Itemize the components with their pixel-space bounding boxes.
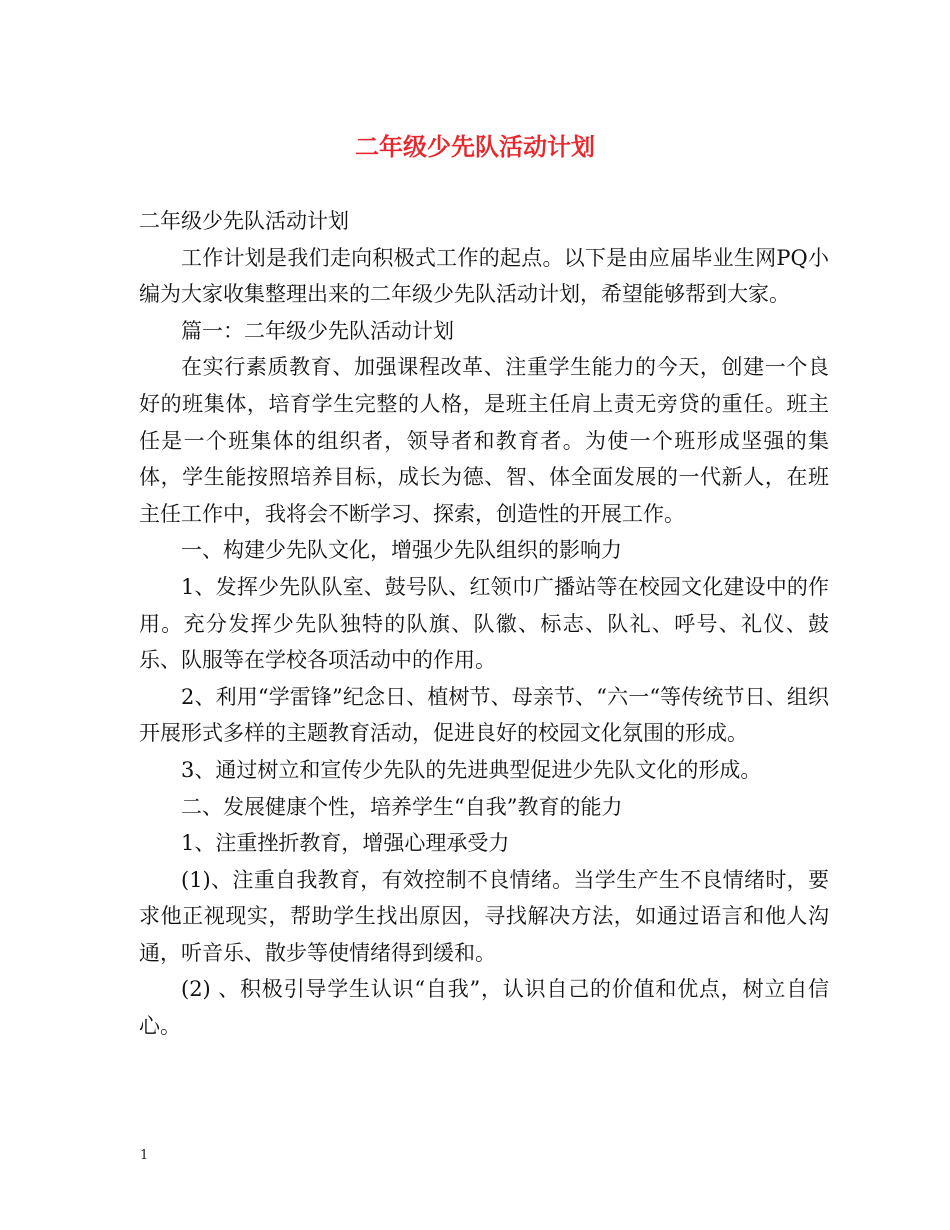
document-title: 二年级少先队活动计划 bbox=[355, 132, 595, 161]
paragraph-subitem-2: (2) 、积极引导学生认识“自我”，认识自己的价值和优点，树立自信心。 bbox=[139, 977, 829, 1039]
page-number: 1 bbox=[140, 1148, 149, 1163]
paragraph-subitem-1: (1)、注重自我教育，有效控制不良情绪。当学生产生不良情绪时，要求他正视现实，帮助学生找出原因，寻找解决方法，如通过语言和他人沟通，听音乐、散步等使情绪得到缓和。 bbox=[139, 867, 829, 965]
paragraph-item-3: 3、通过树立和宣传少先队的先进典型促进少先队文化的形成。 bbox=[181, 757, 762, 782]
paragraph-item-4: 1、注重挫折教育，增强心理承受力 bbox=[181, 831, 510, 856]
paragraph-item-1: 1、发挥少先队队室、鼓号队、红领巾广播站等在校园文化建设中的作用。充分发挥少先队独特的队旗、队徽、标志、队礼、呼号、礼仪、鼓乐、队服等在学校各项活动中的作用。 bbox=[139, 574, 829, 673]
paragraph-subheading-2: 二、发展健康个性，培养学生“自我”教育的能力 bbox=[181, 794, 623, 819]
paragraph-intro: 工作计划是我们走向积极式工作的起点。以下是由应届毕业生网PQ小编为大家收集整理出来的二年级少先队活动计划，希望能够帮到大家。 bbox=[139, 245, 829, 307]
paragraph-section-title: 篇一：二年级少先队活动计划 bbox=[181, 318, 454, 343]
paragraph-heading: 二年级少先队活动计划 bbox=[139, 209, 349, 233]
paragraph-subheading-1: 一、构建少先队文化，增强少先队组织的影响力 bbox=[181, 538, 622, 563]
paragraph-item-2: 2、利用“学雷锋”纪念日、植树节、母亲节、“六一“等传统节日、组织开展形式多样的主题教育活动，促进良好的校园文化氛围的形成。 bbox=[139, 684, 829, 746]
document-body bbox=[139, 203, 829, 1045]
paragraph-body: 在实行素质教育、加强课程改革、注重学生能力的今天，创建一个良好的班集体，培育学生完整的人格，是班主任肩上责无旁贷的重任。班主任是一个班集体的组织者，领导者和教育者。为使一个班形成坚强的集体，学生能按照培养目标，成长为德、智、体全面发展的一代新人，在班主任工作中，我将会不断学习、探索，创造性的开展工作。 bbox=[139, 355, 829, 526]
